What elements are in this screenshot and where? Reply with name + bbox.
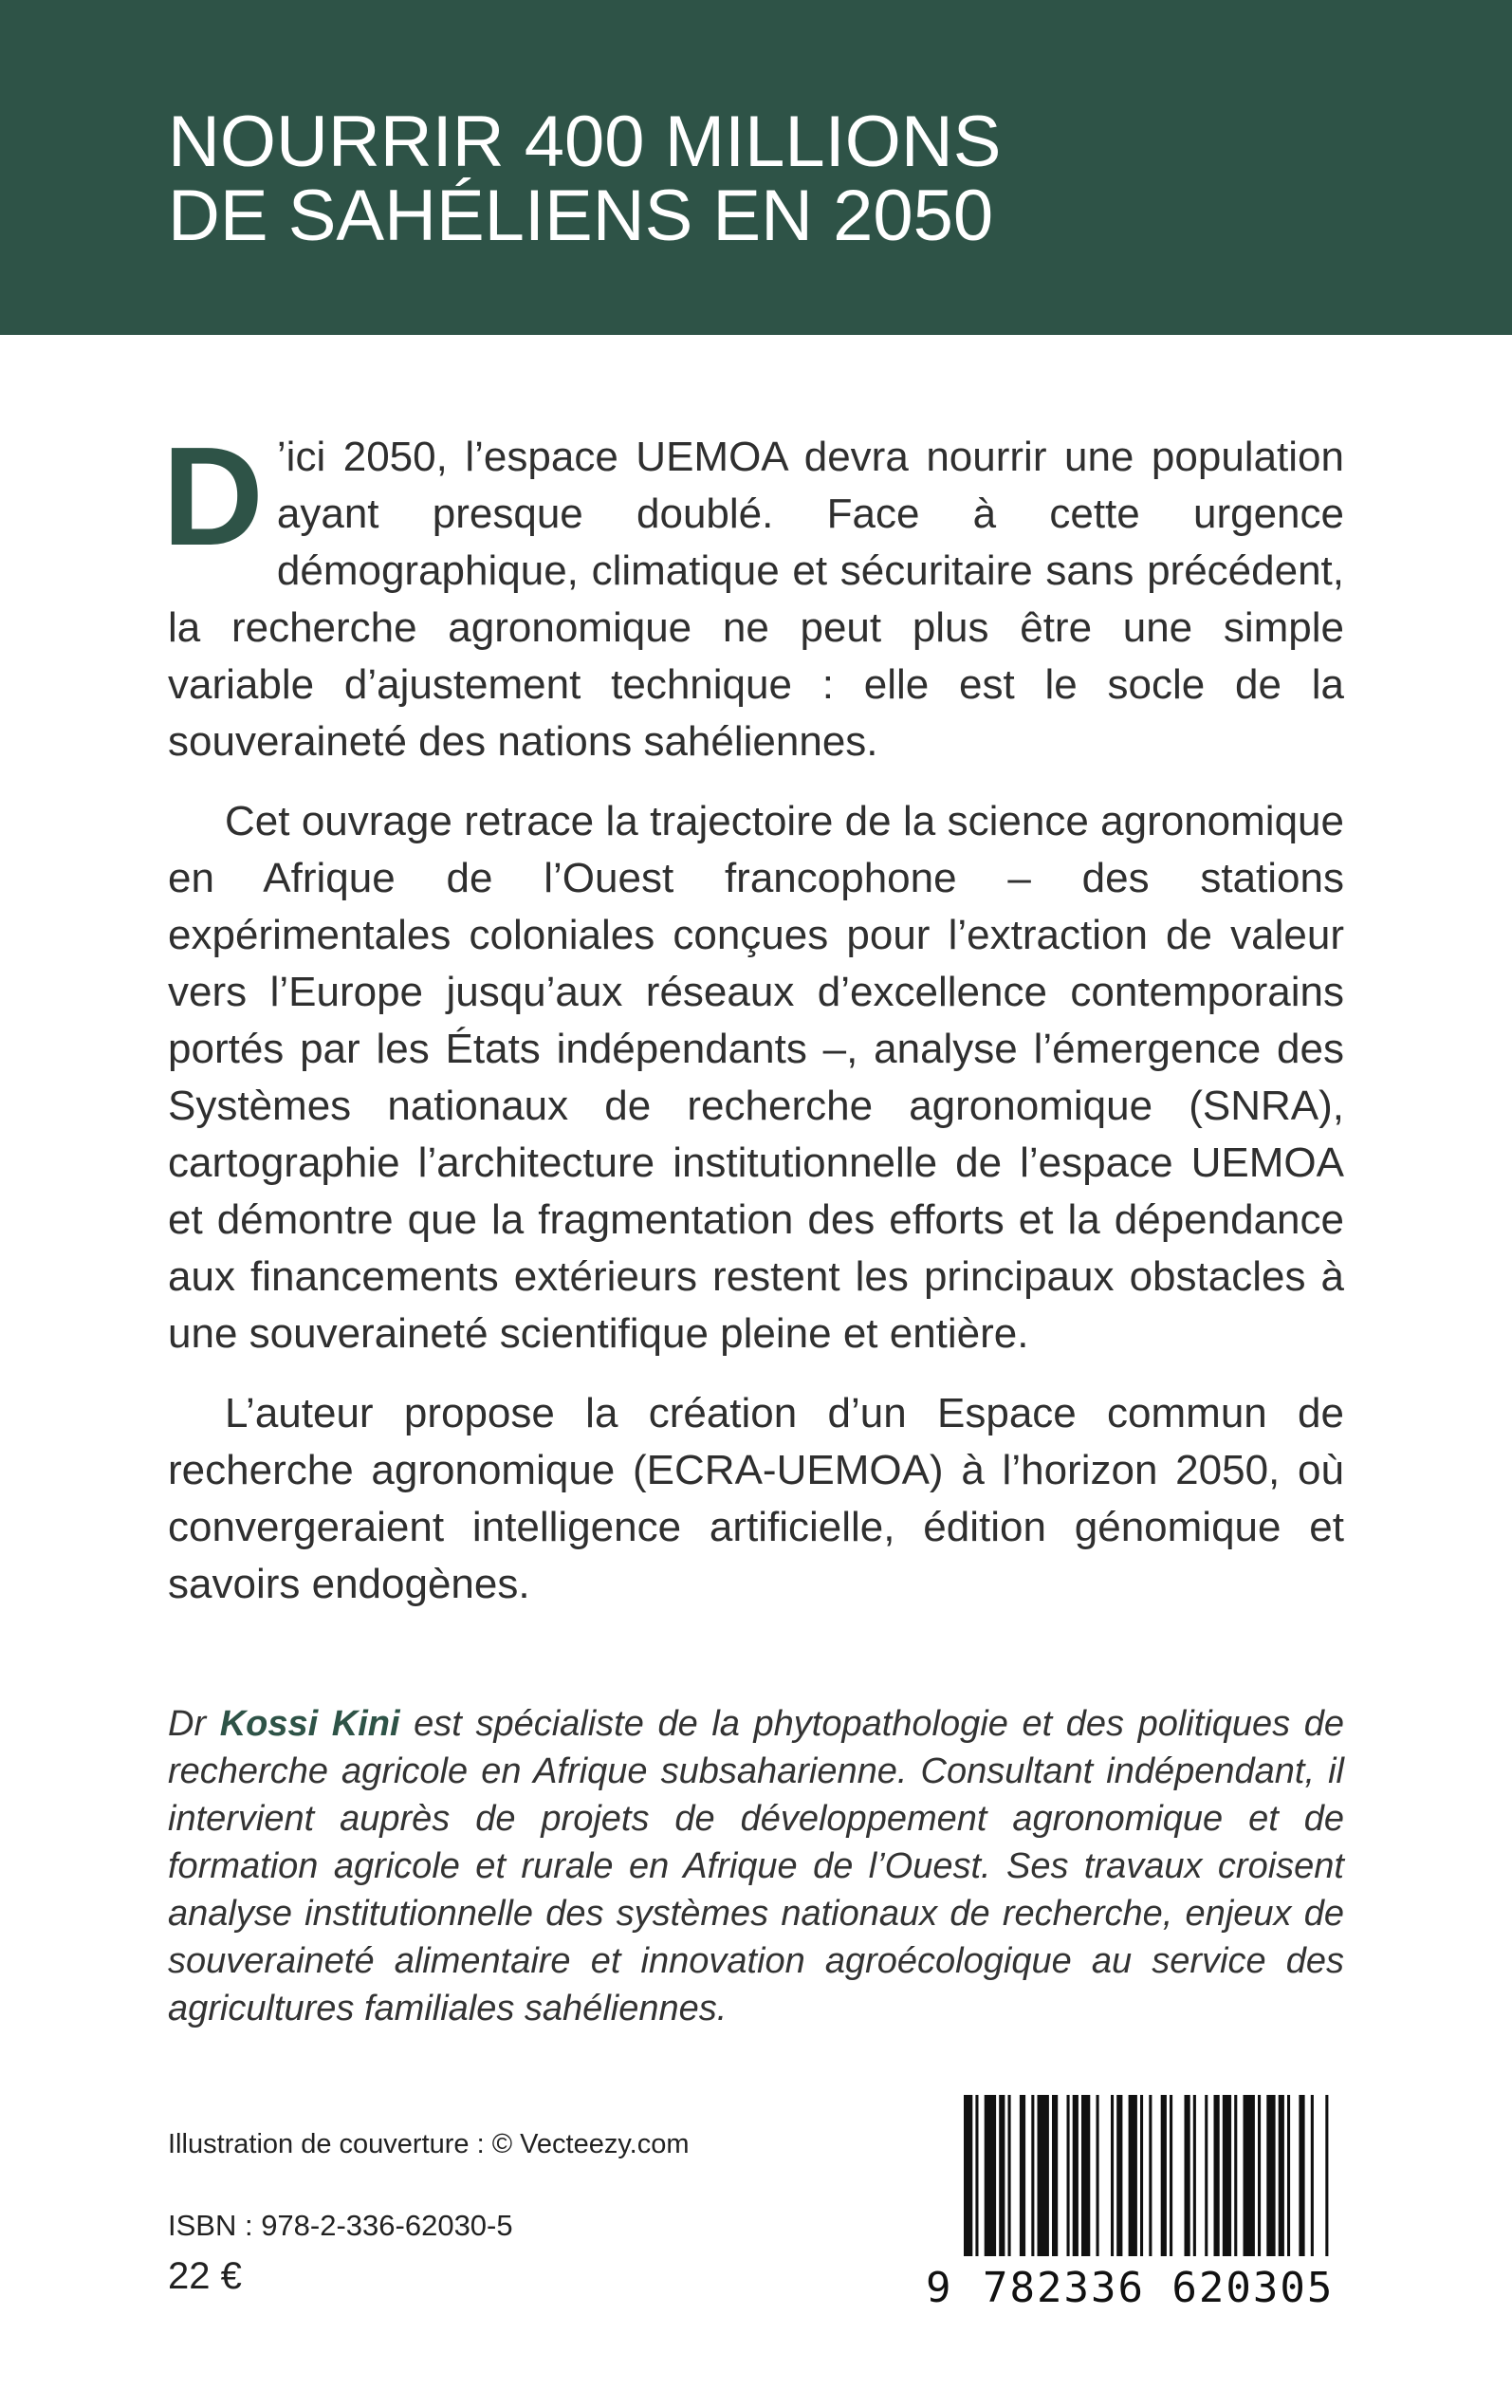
barcode-bar [1020,2095,1025,2256]
book-title-line-1: NOURRIR 400 MILLIONS [168,102,1002,182]
barcode-bar [1052,2095,1058,2256]
barcode-bar [1129,2095,1137,2256]
barcode-bar [964,2095,972,2256]
barcode-bar [1008,2095,1011,2256]
author-biography [168,1700,1344,2032]
barcode-bar [1266,2095,1275,2256]
barcode-bar [1244,2095,1255,2256]
cover-illustration-credit: Illustration de couverture : © Vecteezy.com [168,2129,690,2159]
barcode-first-digit: 9 [926,2264,951,2312]
barcode-bar [1214,2095,1220,2256]
blurb-paragraph-2: Cet ouvrage retrace la trajectoire de la science agronomique en Afrique de l’Ouest francophone – des stations expérimentales coloniales conçues pour l’extraction de valeur vers l’Europe jusqu’aux réseaux d’excellence contemporains portés par les États indépendants –, analyse l’émergence des Systèmes nationaux de recherche agronomique (SNRA), cartographie l’architecture institutionnelle de l’espace UEMOA et démontre que la fragmentation des efforts et la dépendance aux financements extérieurs restent les principaux obstacles à une souveraineté scientifique pleine et entière. [168,798,1344,1357]
barcode-bar [1234,2095,1237,2256]
barcode-bar [1111,2095,1114,2256]
author-prefix: Dr [168,1704,220,1744]
barcode-digits: 782336 620305 [983,2264,1335,2312]
barcode-bar [1170,2095,1172,2256]
barcode-bar [985,2095,996,2256]
book-title-line-2: DE SAHÉLIENS EN 2050 [168,176,994,256]
barcode-bar [1299,2095,1304,2256]
author-bio-text: est spécialiste de la phytopathologie et des politiques de recherche agricole en Afrique subsaharienne. Consultant indépendant, il intervient auprès de projets de développement agronomique et de formation agricole et rurale en Afrique de l’Ouest. Ses travaux croisent analyse institutionnelle des systèmes nationaux de recherche, enjeux de souveraineté alimentaire et innovation agroécologique au service des agricultures familiales sahéliennes. [168,1704,1345,2028]
barcode-bar [1081,2095,1090,2256]
author-name: Kossi Kini [219,1704,400,1744]
isbn: ISBN : 978-2-336-62030-5 [168,2209,513,2242]
barcode-bar [975,2095,978,2256]
blurb-paragraph-3: L’auteur propose la création d’un Espace commun de recherche agronomique (ECRA-UEMOA) à l’horizon 2050, où convergeraient intelligence artificielle, édition génomique et savoirs endogènes. [168,1390,1344,1607]
barcode-bar [1073,2095,1079,2256]
barcode-bar [1038,2095,1049,2256]
barcode-bar [1279,2095,1284,2256]
barcode-bar [1097,2095,1099,2256]
barcode-bar [1116,2095,1122,2256]
barcode-bar [1287,2095,1290,2256]
blurb-paragraph-1-text: ’ici 2050, l’espace UEMOA devra nourrir une population ayant presque doublé. Face à cette urgence démographique, climatique et sécuritaire sans précédent, la recherche agronomique ne peut plus être une simple variable d’ajustement technique : elle est le socle de la souveraineté des nations sahéliennes. [168,434,1344,765]
barcode-bar [1205,2095,1208,2256]
drop-cap: D [162,418,264,575]
barcode-bar [1311,2095,1314,2256]
barcode-bar [999,2095,1005,2256]
barcode-bar [1223,2095,1231,2256]
barcode-bar [1193,2095,1196,2256]
barcode-bar [1325,2095,1328,2256]
barcode-bar [1185,2095,1190,2256]
barcode-bar [1258,2095,1261,2256]
barcode-bar [1067,2095,1070,2256]
barcode-bar [1140,2095,1143,2256]
blurb-paragraph-1 [162,418,1344,770]
barcode-bar [1149,2095,1152,2256]
price: 22 € [168,2255,242,2297]
barcode-bar [1161,2095,1167,2256]
barcode-bar [1031,2095,1034,2256]
